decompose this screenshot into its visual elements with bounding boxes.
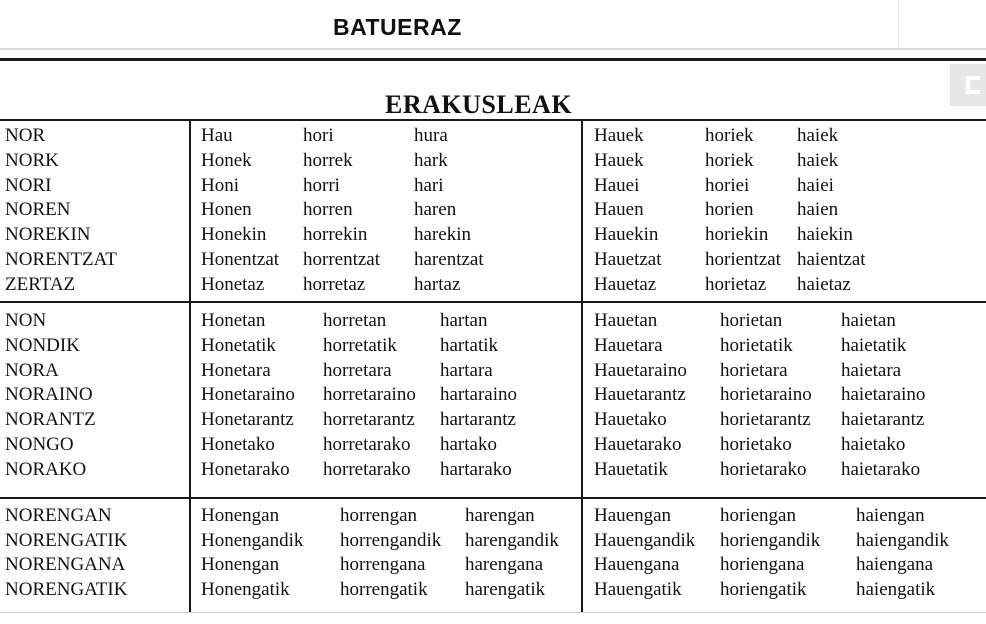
plural-form: horietan bbox=[720, 310, 783, 331]
case-label: NORAKO bbox=[5, 458, 87, 480]
singular-form: harengatik bbox=[465, 578, 546, 600]
page-corner-icon[interactable] bbox=[950, 64, 986, 106]
case-label: NORA bbox=[5, 359, 59, 381]
singular-form: horrengandik bbox=[340, 529, 442, 551]
case-label: NONDIK bbox=[5, 334, 80, 356]
singular-form: Honen bbox=[201, 199, 252, 221]
plural-form: haiek bbox=[797, 125, 839, 146]
singular-form: horretara bbox=[323, 359, 392, 381]
demonstratives-table bbox=[0, 119, 986, 613]
singular-form: horrentzat bbox=[303, 249, 381, 270]
case-label: NORENGATIK bbox=[5, 529, 128, 551]
singular-form: Honetatik bbox=[201, 334, 276, 356]
singular-form: horri bbox=[303, 174, 340, 196]
plural-form: Hauetan bbox=[594, 310, 658, 331]
plural-form: haiengatik bbox=[856, 578, 936, 600]
plural-form: Hauei bbox=[594, 174, 640, 196]
plural-form: haietatik bbox=[841, 334, 907, 356]
singular-form: Honek bbox=[201, 149, 252, 171]
plural-form: Hauetara bbox=[594, 334, 663, 356]
plural-form: haietan bbox=[841, 310, 896, 331]
header-divider bbox=[898, 0, 899, 48]
singular-form: hartarantz bbox=[440, 409, 516, 431]
plural-form: horiengatik bbox=[720, 578, 807, 600]
plural-form: Hauengandik bbox=[594, 529, 696, 551]
plural-form: Hauetako bbox=[594, 409, 667, 431]
singular-form: harengandik bbox=[465, 529, 559, 551]
document-title: ERAKUSLEAK bbox=[385, 90, 573, 119]
singular-form: Honi bbox=[201, 174, 239, 196]
singular-form: Honengan bbox=[201, 505, 280, 526]
case-label: NORAINO bbox=[5, 384, 93, 406]
singular-form: Honengandik bbox=[201, 529, 304, 551]
singular-form: hori bbox=[303, 125, 334, 146]
plural-form: Hauetarako bbox=[594, 434, 682, 455]
case-label: NOREN bbox=[5, 199, 71, 221]
singular-form: Honetan bbox=[201, 310, 266, 331]
case-label: ZERTAZ bbox=[5, 273, 76, 295]
plural-form: Hauengatik bbox=[594, 578, 682, 600]
singular-form: horretan bbox=[323, 310, 387, 331]
singular-form: horretatik bbox=[323, 334, 397, 356]
plural-form: horiengandik bbox=[720, 529, 821, 551]
plural-form: haiengandik bbox=[856, 529, 949, 551]
singular-form: hartako bbox=[440, 434, 497, 455]
singular-form: harengana bbox=[465, 554, 544, 575]
plural-form: horiekin bbox=[705, 224, 769, 246]
plural-form: horietaraino bbox=[720, 384, 812, 406]
plural-form: Hauetaraino bbox=[594, 359, 687, 381]
plural-form: haiengana bbox=[856, 554, 934, 575]
singular-form: harentzat bbox=[414, 249, 484, 270]
singular-form: Honengan bbox=[201, 554, 280, 575]
singular-form: Honetarantz bbox=[201, 409, 294, 431]
plural-form: haietarako bbox=[841, 458, 921, 480]
singular-form: Honetara bbox=[201, 359, 271, 381]
plural-form: horien bbox=[705, 199, 754, 221]
plural-form: haietaz bbox=[797, 273, 851, 295]
plural-form: haiei bbox=[797, 174, 834, 196]
plural-form: horiei bbox=[705, 174, 750, 196]
header-bottom-line bbox=[0, 48, 986, 50]
plural-form: Hauek bbox=[594, 149, 644, 171]
singular-form: harengan bbox=[465, 505, 535, 526]
plural-form: Hauen bbox=[594, 199, 644, 221]
plural-form: haietara bbox=[841, 359, 902, 381]
singular-form: Hau bbox=[201, 125, 233, 146]
singular-form: horretarako bbox=[323, 434, 411, 455]
case-label: NOR bbox=[5, 125, 46, 146]
plural-form: Hauek bbox=[594, 125, 644, 146]
plural-form: haiek bbox=[797, 149, 839, 171]
plural-form: horiengana bbox=[720, 554, 805, 575]
singular-form: Honengatik bbox=[201, 578, 290, 600]
plural-form: horietarantz bbox=[720, 409, 811, 431]
column-divider-case bbox=[189, 121, 191, 613]
singular-form: Honetaraino bbox=[201, 384, 295, 406]
case-label: NORENGAN bbox=[5, 505, 112, 526]
case-label: NORI bbox=[5, 174, 52, 196]
singular-form: horretaraino bbox=[323, 384, 416, 406]
plural-form: haien bbox=[797, 199, 839, 221]
singular-form: Honetarako bbox=[201, 458, 290, 480]
singular-form: Honetako bbox=[201, 434, 275, 455]
plural-form: horiek bbox=[705, 125, 754, 146]
singular-form: hark bbox=[414, 149, 448, 171]
plural-form: horietaz bbox=[705, 273, 767, 295]
case-label: NORANTZ bbox=[5, 409, 96, 431]
group-divider-2 bbox=[0, 497, 986, 499]
singular-form: horren bbox=[303, 199, 353, 221]
singular-form: horretarako bbox=[323, 458, 411, 480]
plural-form: haiekin bbox=[797, 224, 853, 246]
plural-form: horiengan bbox=[720, 505, 796, 526]
document-top-border bbox=[0, 58, 986, 61]
group-divider-1 bbox=[0, 301, 986, 303]
singular-form: horretarantz bbox=[323, 409, 415, 431]
singular-form: horrek bbox=[303, 149, 353, 171]
bottom-rule bbox=[0, 612, 986, 613]
case-label: NORENGANA bbox=[5, 554, 126, 575]
singular-form: Honetaz bbox=[201, 273, 265, 295]
column-divider-number bbox=[581, 121, 583, 613]
plural-form: horietarako bbox=[720, 458, 807, 480]
singular-form: horretaz bbox=[303, 273, 366, 295]
top-header-bar bbox=[0, 0, 986, 50]
plural-form: Hauetzat bbox=[594, 249, 662, 270]
plural-form: haietaraino bbox=[841, 384, 926, 406]
singular-form: haren bbox=[414, 199, 457, 221]
plural-form: Hauetatik bbox=[594, 458, 668, 480]
plural-form: horietatik bbox=[720, 334, 793, 356]
singular-form: hartaraino bbox=[440, 384, 518, 406]
case-label: NORENTZAT bbox=[5, 249, 117, 270]
singular-form: hartan bbox=[440, 310, 488, 331]
case-label: NORK bbox=[5, 149, 59, 171]
header-title: BATUERAZ bbox=[333, 14, 462, 40]
case-label: NORENGATIK bbox=[5, 578, 128, 600]
plural-form: horiek bbox=[705, 149, 754, 171]
plural-form: horientzat bbox=[705, 249, 781, 270]
plural-form: horietara bbox=[720, 359, 788, 381]
singular-form: harekin bbox=[414, 224, 471, 246]
plural-form: haietako bbox=[841, 434, 906, 455]
case-label: NONGO bbox=[5, 434, 74, 455]
singular-form: Honentzat bbox=[201, 249, 280, 270]
singular-form: horrengan bbox=[340, 505, 418, 526]
singular-form: hartaz bbox=[414, 273, 461, 295]
singular-form: hartatik bbox=[440, 334, 499, 356]
singular-form: horrekin bbox=[303, 224, 368, 246]
plural-form: Hauetarantz bbox=[594, 384, 686, 406]
plural-form: Hauengan bbox=[594, 505, 672, 526]
plural-form: horietako bbox=[720, 434, 792, 455]
singular-form: horrengatik bbox=[340, 578, 428, 600]
singular-form: Honekin bbox=[201, 224, 267, 246]
singular-form: hartara bbox=[440, 359, 493, 381]
singular-form: horrengana bbox=[340, 554, 426, 575]
plural-form: haientzat bbox=[797, 249, 866, 270]
plural-form: haiengan bbox=[856, 505, 925, 526]
plural-form: Hauengana bbox=[594, 554, 680, 575]
singular-form: hartarako bbox=[440, 458, 512, 480]
singular-form: hura bbox=[414, 125, 448, 146]
plural-form: Hauetaz bbox=[594, 273, 657, 295]
plural-form: Hauekin bbox=[594, 224, 659, 246]
case-label: NON bbox=[5, 310, 47, 331]
singular-form: hari bbox=[414, 174, 444, 196]
plural-form: haietarantz bbox=[841, 409, 925, 431]
case-label: NOREKIN bbox=[5, 224, 91, 246]
